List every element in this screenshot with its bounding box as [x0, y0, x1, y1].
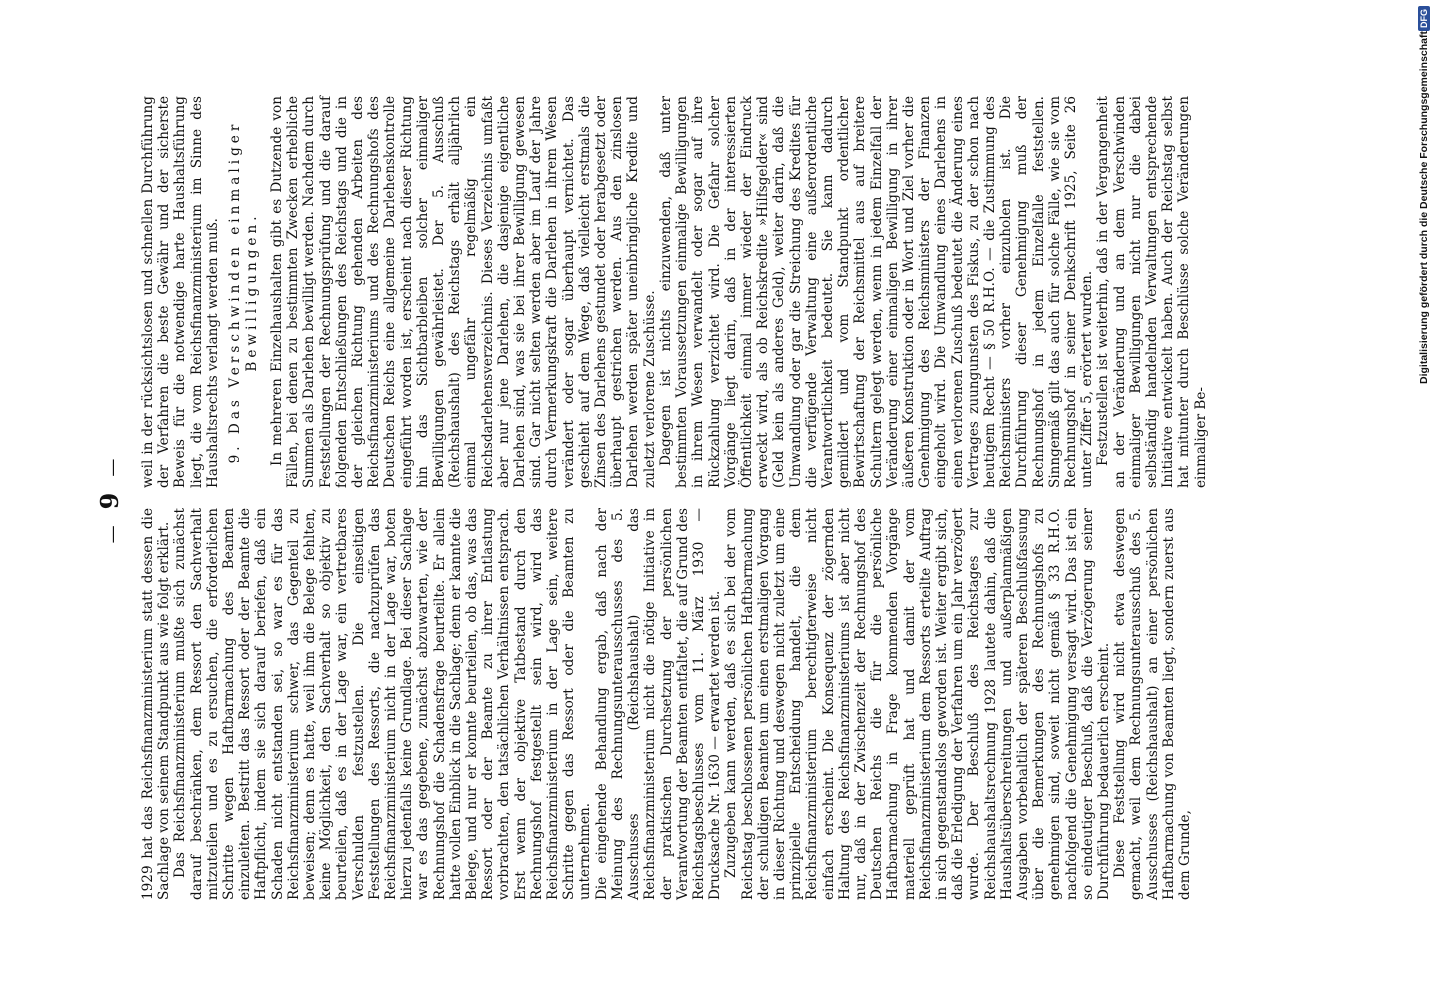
paragraph: Diese Feststellung wird nicht etwa deswegen gemacht, weil dem Rechnungsunterausschuß des 5. Ausschusses (Reichshaushalt) an einer persönlichen Haftbarmachung von Beamten liegt, sondern zuerst aus dem Grunde,	[1112, 508, 1193, 900]
paragraph: weil in der rücksichtslosen und schnellen Durchführung der Verfahren die beste Gewähr und der sicherste Beweis für die notwendige harte Haushaltsführung liegt, die vom Reichsfinanzministerium im Sinne des Haushaltsrechts verlangt werden muß.	[140, 96, 221, 488]
paragraph: In mehreren Einzelhaushalten gibt es Dutzende von Fällen, bei denen zu bestimmten Zwecken erhebliche Summen als Darlehen bewilligt werden. Nachdem durch Feststellungen der Rechnungsprüfung und die darauf folgenden Entschließungen des Reichstags und die in der gleichen Richtung gehenden Arbeiten des Reichsfinanzministeriums und des Rechnungshofs des Deutschen Reichs eine allgemeine Darlehenskontrolle eingeführt worden ist, erscheint nach dieser Richtung hin das Sichtbarbleiben solcher einmaliger Bewilligungen gewährleistet. Der 5. Ausschuß (Reichshaushalt) des Reichstags erhält alljährlich einmal ungefähr regelmäßig ein Reichsdarlehensverzeichnis. Dieses Verzeichnis umfaßt aber nur jene Darlehen, die dasjenige eigentliche Darlehen sind, was sie bei ihrer Bewilligung gewesen sind. Gar nicht selten werden aber im Lauf der Jahre durch Vermerkungskraft die Darlehen in ihrem Wesen verändert oder sogar überhaupt vernichtet. Das geschieht auf dem Wege, daß vielleicht erstmals die Zinsen des Darlehens gestundet oder herabgesetzt oder überhaupt gestrichen werden. Aus den zinslosen Darlehen werden später uneinbringliche Kredite und zuletzt verlorene Zuschüsse.	[269, 96, 658, 488]
right-column	[140, 96, 1209, 488]
paragraph: Festzustellen ist weiterhin, daß in der Vergangenheit an der Veränderung und an dem Verschwinden einmaliger Bewilligungen nicht nur die dabei selbständig handelnden Verwaltungen entsprechende Initiative entwickelt haben. Auch der Reichstag selbst hat mitunter durch Beschlüsse solche Veränderungen einmaliger Be-	[1095, 96, 1209, 488]
paragraph: Dagegen ist nichts einzuwenden, daß unter bestimmten Voraussetzungen einmalige Bewilligungen in ihrem Wesen verwandelt oder sogar auf ihre Rückzahlung verzichtet wird. Die Gefahr solcher Vorgänge liegt darin, daß in der interessierten Öffentlichkeit einmal immer wieder der Eindruck erweckt wird, als ob Reichskredite »Hilfsgelder« sind (Geld kein als anderes Geld), weiter darin, daß die Umwandlung oder gar die Streichung des Kredites für die verfügende Verwaltung eine außerordentliche Verantwortlichkeit bedeutet. Sie kann dadurch gemildert und vom Standpunkt ordentlicher Bewirtschaftung der Reichsmittel aus auf breitere Schultern gelegt werden, wenn in jedem Einzelfall der Veränderung einer einmaligen Bewilligung in ihrer äußeren Konstruktion oder in Wort und Ziel vorher die Genehmigung des Reichsministers der Finanzen eingeholt wird. Die Umwandlung eines Darlehens in einen verlorenen Zuschuß bedeutet die Änderung eines Vertrages zuungunsten des Fiskus, zu der schon nach heutigem Recht — § 50 R.H.O. — die Zustimmung des Reichsministers vorher einzuholen ist. Die Durchführung dieser Genehmigung muß der Rechnungshof in jedem Einzelfalle feststellen. Sinngemäß gilt das auch für solche Fälle, wie sie vom Rechnungshof in seiner Denkschrift 1925, Seite 26 unter Ziffer 5, erörtert wurden.	[657, 96, 1096, 488]
page-number: 9	[95, 490, 124, 510]
left-column	[140, 508, 1193, 900]
dfg-logo: DFG	[1418, 6, 1430, 31]
page-header	[95, 0, 129, 1000]
paragraph: 1929 hat das Reichsfinanzministerium statt dessen die Sachlage von seinem Standpunkt aus wie folgt erklärt.	[140, 508, 173, 900]
credit-text: Digitalisierung gefördert durch die Deutsche Forschungsgemeinschaft	[1418, 31, 1430, 384]
paragraph: Das Reichsfinanzministerium mußte sich zunächst darauf beschränken, dem Ressort den Sachverhalt mitzuteilen und es zu ersuchen, die erforderlichen Schritte wegen Haftbarmachung des Beamten einzuleiten. Bestritt das Ressort oder der Beamte die Haftpflicht, indem sie sich darauf beriefen, daß ein Schaden nicht entstanden sei, so war es für das Reichsfinanzministerium schwer, das Gegenteil zu beweisen; denn es hatte, weil ihm die Belege fehlten, keine Möglichkeit, den Sachverhalt so objektiv zu beurteilen, daß es in der Lage war, ein vertretbares Verschulden festzustellen. Die einseitigen Feststellungen des Ressorts, die nachzuprüfen das Reichsfinanzministerium nicht in der Lage war, boten hierzu jedenfalls keine Grundlage. Bei dieser Sachlage war es das gegebene, zunächst abzuwarten, wie der Rechnungshof die Schadensfrage beurteilte. Er allein hatte vollen Einblick in die Sachlage; denn er kannte die Belege, und nur er konnte beurteilen, ob das, was das Ressort oder der Beamte zu ihrer Entlastung vorbrachten, den tatsächlichen Verhältnissen entsprach. Erst wenn der objektive Tatbestand durch den Rechnungshof festgestellt sein wird, wird das Reichsfinanzministerium in der Lage sein, weitere Schritte gegen das Ressort oder die Beamten zu unternehmen.	[172, 508, 594, 900]
paragraph: Die eingehende Behandlung ergab, daß nach der Meinung des Rechnungsunterausschusses des 5. Ausschusses (Reichshaushalt) das Reichsfinanzministerium nicht die nötige Initiative in der praktischen Durchsetzung der persönlichen Verantwortung der Beamten entfaltet, die auf Grund des Reichstagsbeschlusses vom 11. März 1930 — Drucksache Nr. 1630 — erwartet werden ist.	[593, 508, 724, 900]
digitization-credit	[1416, 6, 1432, 986]
paragraph: Zuzugeben kann werden, daß es sich bei der vom Reichstag beschlossenen persönlichen Haftbarmachung der schuldigen Beamten um einen erstmaligen Vorgang in dieser Richtung und deswegen nicht zuletzt um eine prinzipielle Entscheidung handelt, die dem Reichsfinanzministerium berechtigterweise nicht einfach erscheint. Die Konsequenz der zögernden Haltung des Reichsfinanzministeriums ist aber nicht nur, daß in der Zwischenzeit der Rechnungshof des Deutschen Reichs die für die persönliche Haftbarmachung in Frage kommenden Vorgänge materiell geprüft hat und damit der vom Reichsfinanzministerium dem Ressorts erteilte Auftrag in sich gegenstandslos geworden ist. Weiter ergibt sich, daß die Erledigung der Verfahren um ein Jahr verzögert wurde. Der Beschluß des Reichstages zur Reichshaushaltsrechnung 1928 lautete dahin, daß die Haushaltsüberschreitungen und außerplanmäßigen Ausgaben vorbehaltlich der späteren Beschlußfassung über die Bemerkungen des Rechnungshofs zu genehmigen sind, soweit nicht gemäß § 33 R.H.O. nachfolgend die Genehmigung versagt wird. Das ist ein so eindeutiger Beschluß, daß die Verzögerung seiner Durchführung bedauerlich erscheint.	[723, 508, 1112, 900]
section-heading: 9. Das Verschwinden einmaliger Bewilligungen.	[227, 120, 261, 464]
header-dash-left: —	[102, 523, 123, 544]
header-dash-right: —	[102, 456, 123, 477]
